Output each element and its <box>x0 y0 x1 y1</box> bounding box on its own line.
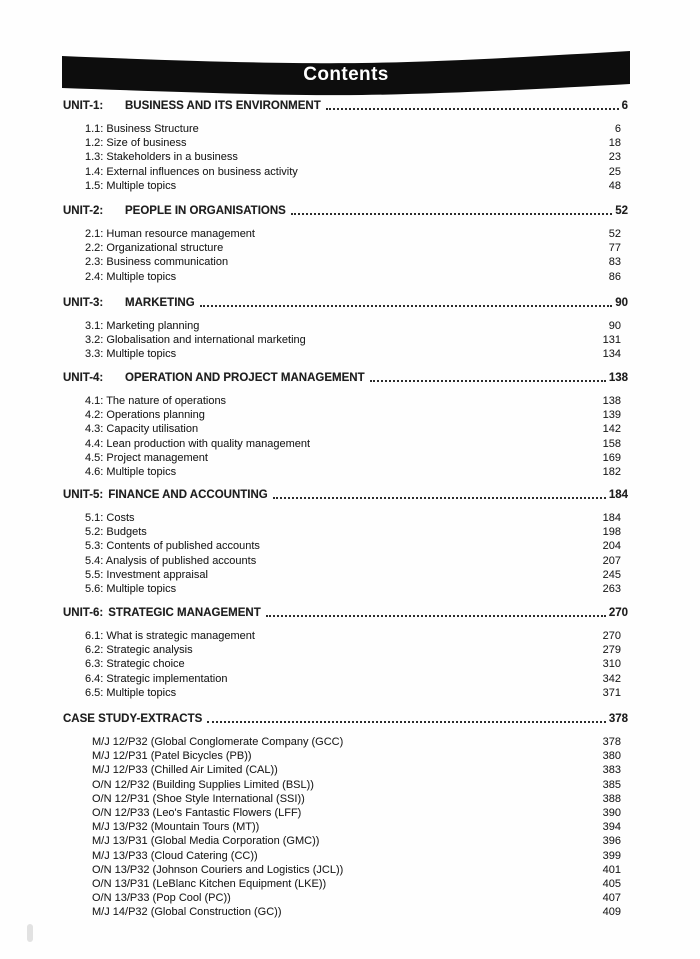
toc-unit-header <box>63 371 628 385</box>
toc-item <box>63 792 628 806</box>
page-number: 52 <box>608 228 621 240</box>
toc-unit-2 <box>63 204 628 284</box>
toc-unit-items <box>63 394 628 479</box>
page-number: 409 <box>602 906 621 919</box>
unit-title: PEOPLE IN ORGANISATIONS <box>125 205 286 217</box>
toc-item-text: M/J 12/P32 (Global Conglomerate Company (GCC) <box>92 736 344 748</box>
dot-leader <box>326 108 619 110</box>
toc-item-text: M/J 13/P33 (Cloud Catering (CC)) <box>92 849 258 862</box>
toc-item-text: 5.5: Investment appraisal <box>85 568 208 581</box>
toc-item <box>63 333 628 347</box>
page-number: 385 <box>602 778 621 791</box>
page-number: 77 <box>608 242 621 255</box>
toc-item <box>63 763 628 777</box>
unit-label: UNIT-5: <box>63 489 104 501</box>
unit-title: STRATEGIC MANAGEMENT <box>108 607 261 619</box>
toc-item-text: O/N 13/P31 (LeBlanc Kitchen Equipment (LKE)) <box>92 878 327 891</box>
unit-page-number: 138 <box>608 372 628 384</box>
toc-item-text: M/J 12/P33 (Chilled Air Limited (CAL)) <box>92 764 278 777</box>
unit-title: OPERATION AND PROJECT MANAGEMENT <box>125 372 365 384</box>
toc-item-text: 2.2: Organizational structure <box>85 242 224 255</box>
toc-item <box>63 749 628 763</box>
toc-item <box>63 877 628 891</box>
unit-page-number: 270 <box>608 607 628 619</box>
toc-unit-header <box>63 204 628 218</box>
toc-item-text: 4.6: Multiple topics <box>85 466 177 479</box>
toc-item-text: M/J 13/P32 (Mountain Tours (MT)) <box>92 821 260 834</box>
page-number: 83 <box>608 256 621 269</box>
page-number: 245 <box>602 568 621 581</box>
toc-item <box>63 150 628 164</box>
page-number: 396 <box>602 835 621 848</box>
page-number: 378 <box>602 736 621 748</box>
toc-unit-items <box>63 629 628 700</box>
toc-item <box>63 179 628 193</box>
toc-item <box>63 863 628 877</box>
page-number: 6 <box>614 123 621 135</box>
unit-page-number: 378 <box>608 713 628 725</box>
toc-item <box>63 394 628 408</box>
toc-unit-header <box>63 712 628 726</box>
toc-item <box>63 465 628 479</box>
toc-item-text: 4.3: Capacity utilisation <box>85 423 199 436</box>
dot-leader <box>370 380 606 382</box>
toc-item-text: 4.1: The nature of operations <box>85 395 227 407</box>
page-number: 279 <box>602 644 621 657</box>
toc-item-text: 5.6: Multiple topics <box>85 583 177 596</box>
page-number: 169 <box>602 451 621 464</box>
unit-title: MARKETING <box>125 297 195 309</box>
toc-unit-items <box>63 735 628 920</box>
toc-item <box>63 525 628 539</box>
page-number: 342 <box>602 672 621 685</box>
dot-leader <box>291 213 612 215</box>
page-number: 371 <box>602 686 621 699</box>
page-number: 263 <box>602 583 621 596</box>
toc-item <box>63 227 628 241</box>
toc-item <box>63 672 628 686</box>
page-number: 407 <box>602 892 621 905</box>
page-number: 25 <box>608 165 621 178</box>
toc-item-text: 2.3: Business communication <box>85 256 229 269</box>
page-number: 380 <box>602 750 621 763</box>
page-number: 158 <box>602 437 621 450</box>
toc-item <box>63 136 628 150</box>
toc-item-text: 1.1: Business Structure <box>85 123 199 135</box>
unit-label: UNIT-3: <box>63 297 104 309</box>
unit-title: FINANCE AND ACCOUNTING <box>108 489 268 501</box>
dot-leader <box>266 615 606 617</box>
unit-label: UNIT-6: <box>63 607 104 619</box>
toc-item-text: M/J 12/P31 (Patel Bicycles (PB)) <box>92 750 252 763</box>
unit-label: UNIT-2: <box>63 205 104 217</box>
page-number: 310 <box>602 658 621 671</box>
toc-item-text: 6.3: Strategic choice <box>85 658 185 671</box>
toc-item <box>63 437 628 451</box>
dot-leader <box>200 305 613 307</box>
toc-item-text: M/J 14/P32 (Global Construction (GC)) <box>92 906 282 919</box>
toc-item <box>63 165 628 179</box>
toc-unit-6 <box>63 606 628 700</box>
toc-item <box>63 905 628 919</box>
toc-item <box>63 255 628 269</box>
toc-item-text: 5.1: Costs <box>85 512 135 524</box>
toc-item-text: O/N 12/P33 (Leo's Fantastic Flowers (LFF) <box>92 807 302 820</box>
toc-item-text: 2.1: Human resource management <box>85 228 255 240</box>
toc-item <box>63 891 628 905</box>
toc-item <box>63 451 628 465</box>
page-number: 139 <box>602 409 621 422</box>
page-number: 23 <box>608 151 621 164</box>
toc-item <box>63 849 628 863</box>
toc-item <box>63 539 628 553</box>
dot-leader <box>273 497 606 499</box>
toc-item <box>63 408 628 422</box>
unit-page-number: 184 <box>608 489 628 501</box>
toc-item <box>63 643 628 657</box>
toc-item <box>63 778 628 792</box>
page-number: 48 <box>608 179 621 192</box>
toc-item <box>63 568 628 582</box>
toc-unit-5 <box>63 488 628 596</box>
toc-item <box>63 834 628 848</box>
toc-item <box>63 657 628 671</box>
toc-item-text: 4.5: Project management <box>85 451 208 464</box>
page-number: 388 <box>602 792 621 805</box>
page-number: 207 <box>602 554 621 567</box>
toc-item <box>63 629 628 643</box>
page-number: 131 <box>602 334 621 347</box>
toc-unit-items <box>63 319 628 362</box>
page-number: 90 <box>608 320 621 332</box>
page-number: 405 <box>602 878 621 891</box>
toc-unit-header <box>63 99 628 113</box>
page-number: 134 <box>602 348 621 361</box>
toc-item-text: 6.1: What is strategic management <box>85 630 255 642</box>
page-number: 383 <box>602 764 621 777</box>
toc-item-text: M/J 13/P31 (Global Media Corporation (GMC)) <box>92 835 320 848</box>
page-title: Contents <box>303 64 389 85</box>
toc-item-text: 3.2: Globalisation and international marketing <box>85 334 306 347</box>
page-number: 204 <box>602 540 621 553</box>
toc-item <box>63 554 628 568</box>
unit-page-number: 52 <box>615 205 628 217</box>
toc-item-text: 4.2: Operations planning <box>85 409 205 422</box>
toc-item-text: 5.4: Analysis of published accounts <box>85 554 257 567</box>
toc-unit-3 <box>63 296 628 362</box>
page-number: 399 <box>602 849 621 862</box>
toc-item-text: O/N 12/P31 (Shoe Style International (SSI)) <box>92 792 305 805</box>
toc-item <box>63 422 628 436</box>
contents-banner <box>62 49 630 96</box>
toc-item <box>63 319 628 333</box>
toc-item-text: 1.4: External influences on business activity <box>85 165 298 178</box>
toc-unit-items <box>63 122 628 193</box>
toc-item <box>63 820 628 834</box>
page-number: 270 <box>602 630 621 642</box>
toc-item-text: O/N 13/P33 (Pop Cool (PC)) <box>92 892 231 905</box>
page-number: 394 <box>602 821 621 834</box>
scan-artifact <box>27 924 33 942</box>
toc-unit-4 <box>63 371 628 479</box>
toc-item <box>63 735 628 749</box>
toc-item <box>63 241 628 255</box>
toc-unit-header <box>63 606 628 620</box>
toc-item-text: 3.1: Marketing planning <box>85 320 200 332</box>
toc-unit-header <box>63 296 628 310</box>
toc-item-text: 5.2: Budgets <box>85 526 147 539</box>
toc-unit-1 <box>63 99 628 193</box>
toc-item-text: O/N 12/P32 (Building Supplies Limited (BSL)) <box>92 778 314 791</box>
toc-item-text: 1.2: Size of business <box>85 137 187 150</box>
page-number: 138 <box>602 395 621 407</box>
dot-leader <box>207 721 606 723</box>
toc-item <box>63 686 628 700</box>
toc-item <box>63 122 628 136</box>
unit-page-number: 6 <box>621 100 628 112</box>
toc-item-text: 3.3: Multiple topics <box>85 348 177 361</box>
toc-item <box>63 347 628 361</box>
page-number: 198 <box>602 526 621 539</box>
unit-title: CASE STUDY-EXTRACTS <box>63 713 203 725</box>
unit-label: UNIT-4: <box>63 372 104 384</box>
page-number: 142 <box>602 423 621 436</box>
toc-item <box>63 511 628 525</box>
toc-item-text: 1.3: Stakeholders in a business <box>85 151 238 164</box>
unit-page-number: 90 <box>615 297 628 309</box>
toc-item-text: 6.2: Strategic analysis <box>85 644 193 657</box>
page-number: 390 <box>602 807 621 820</box>
page-number: 401 <box>602 863 621 876</box>
toc-case-studies <box>63 712 628 920</box>
toc-item-text: 5.3: Contents of published accounts <box>85 540 260 553</box>
toc-item-text: 1.5: Multiple topics <box>85 179 177 192</box>
toc-unit-items <box>63 227 628 284</box>
toc-item <box>63 806 628 820</box>
page-number: 182 <box>602 466 621 479</box>
toc-item <box>63 270 628 284</box>
toc-item-text: 4.4: Lean production with quality management <box>85 437 311 450</box>
page-number: 18 <box>608 137 621 150</box>
toc-item <box>63 582 628 596</box>
toc-item-text: 6.5: Multiple topics <box>85 686 177 699</box>
toc-unit-header <box>63 488 628 502</box>
toc-item-text: 2.4: Multiple topics <box>85 270 177 283</box>
page-number: 86 <box>608 270 621 283</box>
toc-item-text: 6.4: Strategic implementation <box>85 672 228 685</box>
page-number: 184 <box>602 512 621 524</box>
unit-title: BUSINESS AND ITS ENVIRONMENT <box>125 100 321 112</box>
toc-item-text: O/N 13/P32 (Johnson Couriers and Logistics (JCL)) <box>92 863 344 876</box>
unit-label: UNIT-1: <box>63 100 104 112</box>
toc-unit-items <box>63 511 628 596</box>
